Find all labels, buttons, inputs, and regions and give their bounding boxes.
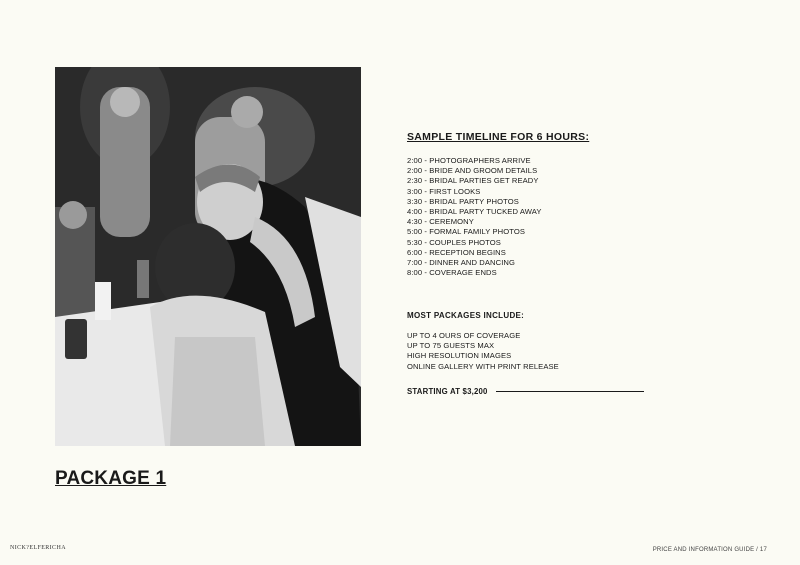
timeline-item: 2:30 - BRIDAL PARTIES GET READY (407, 176, 539, 186)
timeline-item: 5:00 - FORMAL FAMILY PHOTOS (407, 227, 526, 237)
timeline-item: 5:30 - COUPLES PHOTOS (407, 237, 501, 247)
includes-list (407, 331, 559, 372)
includes-item: ONLINE GALLERY WITH PRINT RELEASE (407, 361, 559, 371)
includes-item: UP TO 75 GUESTS MAX (407, 341, 495, 351)
timeline-item: 4:00 - BRIDAL PARTY TUCKED AWAY (407, 207, 542, 217)
timeline-list (407, 156, 541, 278)
timeline-item: 7:00 - DINNER AND DANCING (407, 258, 515, 268)
includes-item: UP TO 4 OURS OF COVERAGE (407, 331, 521, 340)
timeline-heading: SAMPLE TIMELINE FOR 6 HOURS: (407, 131, 590, 143)
timeline-item: 4:30 - CEREMONY (407, 217, 474, 227)
timeline-item: 8:00 - COVERAGE ENDS (407, 268, 497, 278)
page-footer: PRICE AND INFORMATION GUIDE / 17 (652, 547, 767, 553)
timeline-item: 2:00 - BRIDE AND GROOM DETAILS (407, 166, 538, 176)
includes-heading: MOST PACKAGES INCLUDE: (407, 311, 525, 320)
timeline-item: 2:00 - PHOTOGRAPHERS ARRIVE (407, 156, 531, 165)
starting-price: STARTING AT $3,200 (407, 387, 488, 396)
timeline-item: 3:00 - FIRST LOOKS (407, 186, 481, 196)
wedding-photo (55, 67, 361, 446)
package-title: PACKAGE 1 (55, 468, 167, 489)
brand-logo: NICK?ELFERICHA (10, 545, 66, 551)
timeline-item: 6:00 - RECEPTION BEGINS (407, 247, 506, 257)
price-divider (496, 391, 644, 392)
includes-item: HIGH RESOLUTION IMAGES (407, 351, 512, 361)
timeline-item: 3:30 - BRIDAL PARTY PHOTOS (407, 196, 519, 206)
